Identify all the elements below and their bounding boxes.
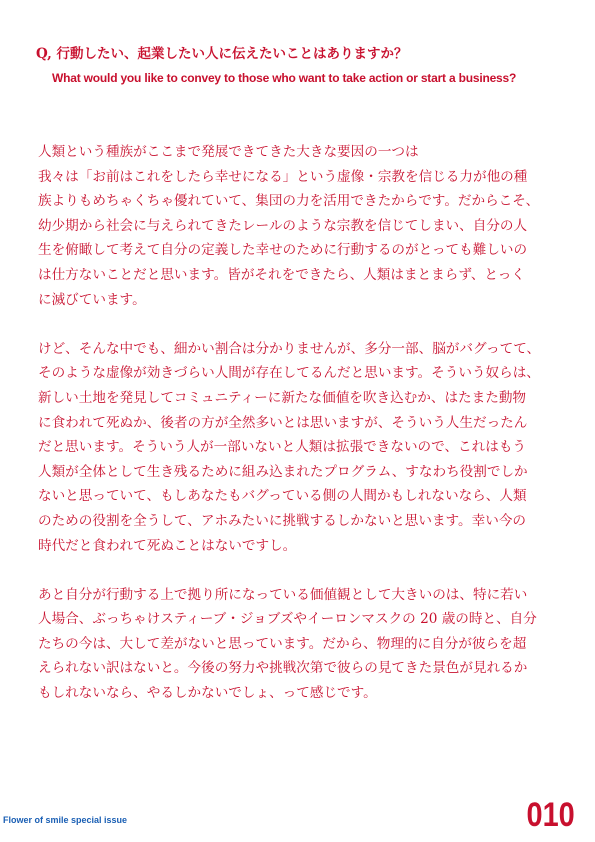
publication-name: Flower of smile special issue bbox=[3, 815, 128, 825]
answer-body bbox=[38, 140, 560, 730]
text-line: 時代だと食われて死ぬことはないですし。 bbox=[38, 537, 297, 554]
paragraph-2 bbox=[38, 337, 560, 558]
text-line: あと自分が行動する上で拠り所になっている価値観として大きいのは、特に若い bbox=[38, 586, 528, 603]
text-line: 生を俯瞰して考えて自分の定義した幸せのために行動するのがとっても難しいの bbox=[38, 242, 528, 259]
text-line: 人類という種族がここまで発展できてきた大きな要因の一つは bbox=[38, 144, 419, 160]
text-line: 人類が全体として生き残るために組み込まれたプログラム、すなわち役割でしか bbox=[38, 463, 528, 480]
paragraph-1 bbox=[38, 140, 560, 312]
text-line: 我々は「お前はこれをしたら幸せになる」という虚像・宗教を信じる力が他の種 bbox=[38, 168, 528, 185]
text-line: 族よりもめちゃくちゃ優れていて、集団の力を活用できたからです。だからこそ、 bbox=[38, 193, 540, 210]
text-line: 新しい土地を発見してコミュニティーに新たな価値を吹き込むか、はたまた動物 bbox=[38, 389, 527, 406]
text-line: のための役割を全うして、アホみたいに挑戦するしかないと思います。幸い今の bbox=[38, 512, 527, 529]
text-line: だと思います。そういう人が一部いないと人類は拡張できないので、これはもう bbox=[38, 439, 527, 456]
paragraph-3 bbox=[38, 583, 560, 706]
text-line: たちの今は、大して差がないと思っています。だから、物理的に自分が彼らを超 bbox=[38, 635, 527, 652]
page-number: 010 bbox=[526, 796, 575, 834]
text-line: は仕方ないことだと思います。皆がそれをできたら、人類はまとまらず、とっく bbox=[38, 266, 525, 283]
text-line: けど、そんな中でも、細かい割合は分かりませんが、多分一部、脳がバグってて、 bbox=[38, 340, 541, 357]
text-line: 幼少期から社会に与えられてきたレールのような宗教を信じてしまい、自分の人 bbox=[38, 217, 528, 234]
text-line: に食われて死ぬか、後者の方が全然多いとは思いますが、そういう人生だったん bbox=[38, 414, 528, 431]
question-heading-jp: Q, 行動したい、起業したい人に伝えたいことはありますか？ bbox=[36, 46, 408, 62]
text-line: えられない訳はないと。今後の努力や挑戦次第で彼らの見てきた景色が見れるか bbox=[38, 660, 528, 677]
text-line: 人場合、ぶっちゃけスティーブ・ジョブズやイーロンマスクの 20 歳の時と、自分 bbox=[38, 611, 537, 628]
question-heading-en: What would you like to convey to those who want to take action or start a business? bbox=[52, 71, 517, 85]
text-line: そのような虚像が効きづらい人間が存在してるんだと思います。そういう奴らは、 bbox=[38, 365, 540, 382]
text-line: もしれないなら、やるしかないでしょ、って感じです。 bbox=[38, 685, 377, 702]
text-line: に滅びています。 bbox=[38, 291, 146, 308]
text-line: ないと思っていて、もしあなたもバグっている側の人間かもしれないなら、人類 bbox=[38, 488, 527, 505]
